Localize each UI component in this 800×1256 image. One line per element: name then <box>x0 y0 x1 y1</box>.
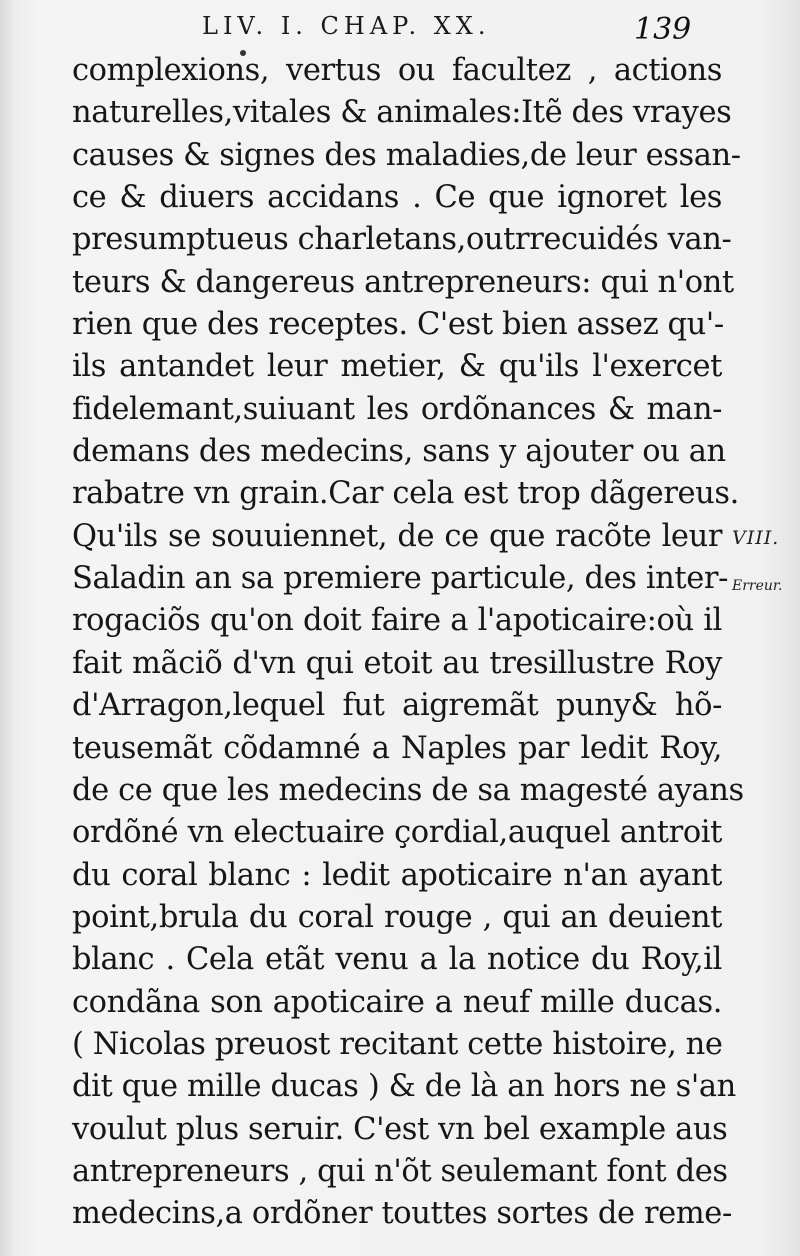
text-line: ce & diuers accidans . Ce que ignoret les <box>72 180 722 216</box>
body-text <box>72 50 744 1236</box>
text-line: du coral blanc : ledit apoticaire n'an ayant <box>72 857 722 893</box>
margin-note-label: Erreur. <box>732 578 783 594</box>
text-line: point,brula du coral rouge , qui an deuient <box>72 899 722 935</box>
text-line: ils antandet leur metier, & qu'ils l'exercet <box>72 349 722 385</box>
text-line: naturelles,vitales & animales:Itẽ des vrayes <box>72 95 732 131</box>
text-line: ( Nicolas preuost recitant cette histoire, ne <box>72 1026 723 1062</box>
text-line: Qu'ils se souuiennet, de ce que racõte leur <box>72 518 722 554</box>
text-line: fait mãciõ d'vn qui etoit au tresillustre Roy <box>72 645 722 681</box>
text-line: presumptueus charletans,outrrecuidés van- <box>72 222 732 258</box>
text-line: fidelemant,suiuant les ordõnances & man- <box>72 391 722 427</box>
text-line: rogaciõs qu'on doit faire a l'apoticaire:où il <box>72 603 722 639</box>
text-line: de ce que les medecins de sa magesté ayans <box>72 772 744 808</box>
text-line: rien que des receptes. C'est bien assez qu'- <box>72 307 724 343</box>
text-line: causes & signes des maladies,de leur essan- <box>72 137 741 173</box>
margin-note-number: VIII. <box>732 527 780 549</box>
running-head: LIV. I. CHAP. XX. <box>202 12 491 40</box>
text-line: d'Arragon,lequel fut aigremãt puny& hõ- <box>72 688 722 724</box>
text-line: teusemãt cõdamné a Naples par ledit Roy, <box>72 730 722 766</box>
text-line: voulut plus seruir. C'est vn bel example aus <box>72 1111 728 1147</box>
text-line: complexions, vertus ou facultez , actions <box>72 53 722 88</box>
text-line: demans des medecins, sans y ajouter ou an <box>72 434 726 470</box>
text-line: dit que mille ducas ) & de là an hors ne s'an <box>72 1069 736 1105</box>
page-number: 139 <box>634 12 692 47</box>
text-line: Saladin an sa premiere particule, des inter- <box>72 561 729 597</box>
text-line: blanc . Cela etãt venu a la notice du Roy,il <box>72 942 722 978</box>
text-line: medecins,a ordõner touttes sortes de reme- <box>72 1196 732 1232</box>
text-line: antrepreneurs , qui n'õt seulemant font des <box>72 1153 728 1189</box>
text-line: condãna son apoticaire a neuf mille ducas. <box>72 984 722 1020</box>
text-line: rabatre vn grain.Car cela est trop dãgereus. <box>72 476 739 512</box>
text-line: ordõné vn electuaire çordial,auquel antroit <box>72 815 722 851</box>
text-line: teurs & dangereus antrepreneurs: qui n'ont <box>72 264 734 300</box>
